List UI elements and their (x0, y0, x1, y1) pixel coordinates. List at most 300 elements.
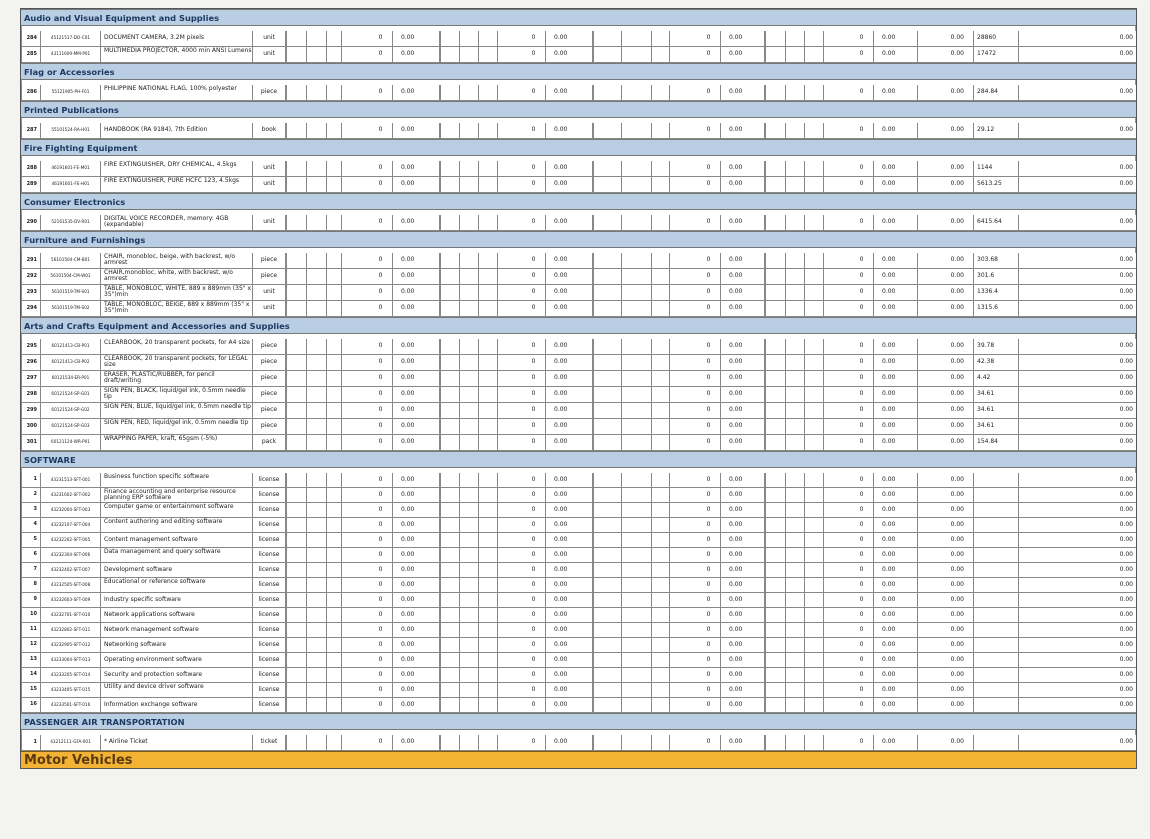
motor-vehicles-header: Motor Vehicles (21, 751, 1136, 768)
total-quantity: 0.00 (918, 371, 974, 386)
q2-quantity: 0 (522, 623, 546, 637)
q3-quantity: 0 (697, 563, 721, 577)
total-quantity: 0.00 (918, 488, 974, 502)
item-description: Networking software (101, 638, 253, 652)
empty-cell (440, 518, 441, 532)
q2-amount: 0.00 (546, 488, 593, 502)
empty-cell (459, 161, 460, 176)
empty-cell (804, 608, 805, 622)
unit-of-measure: license (253, 668, 286, 682)
empty-cell (823, 403, 824, 418)
item-code: 43231602-SFT-002 (41, 488, 101, 502)
item-description: DIGITAL VOICE RECORDER, memory: 4GB (expandable) (101, 215, 253, 230)
unit-of-measure: unit (253, 301, 286, 316)
q2-amount: 0.00 (546, 85, 593, 100)
q1-amount: 0.00 (393, 578, 440, 592)
empty-cell (785, 578, 786, 592)
total-quantity: 0.00 (918, 653, 974, 667)
empty-cell (326, 339, 327, 354)
empty-cell (823, 123, 824, 138)
empty-cell (341, 548, 342, 562)
empty-cell (497, 578, 498, 592)
item-number: 11 (21, 623, 41, 637)
empty-cell (785, 161, 786, 176)
item-number: 284 (21, 31, 41, 46)
empty-cell (651, 668, 652, 682)
q4-quantity: 0 (850, 593, 874, 607)
unit-price: 5613.25 (974, 177, 1019, 192)
empty-cell (621, 435, 622, 450)
category-header: Flag or Accessories (21, 63, 1136, 80)
empty-cell (765, 735, 766, 750)
table-row (21, 339, 1136, 355)
empty-cell (286, 161, 287, 176)
empty-cell (440, 563, 441, 577)
empty-cell (341, 371, 342, 386)
table-row (21, 161, 1136, 177)
empty-cell (326, 698, 327, 712)
empty-cell (286, 371, 287, 386)
empty-cell (651, 735, 652, 750)
empty-cell (651, 435, 652, 450)
q2-amount: 0.00 (546, 161, 593, 176)
total-amount: 0.00 (1119, 358, 1133, 366)
empty-cell (440, 435, 441, 450)
empty-cell (669, 698, 670, 712)
item-code: 60121534-ER-P01 (41, 371, 101, 386)
total-quantity: 0.00 (918, 301, 974, 316)
q2-quantity: 0 (522, 668, 546, 682)
total-quantity: 0.00 (918, 503, 974, 517)
total-quantity: 0.00 (918, 215, 974, 230)
q3-quantity: 0 (697, 419, 721, 434)
q3-amount: 0.00 (721, 488, 765, 502)
q1-quantity: 0 (369, 285, 393, 300)
empty-cell (804, 301, 805, 316)
unit-price: 29.12 (974, 123, 1019, 138)
total-quantity: 0.00 (918, 387, 974, 402)
q1-amount: 0.00 (393, 355, 440, 370)
table-row (21, 593, 1136, 608)
table-row (21, 355, 1136, 371)
empty-cell (823, 578, 824, 592)
q1-quantity: 0 (369, 47, 393, 62)
q1-amount: 0.00 (393, 473, 440, 487)
empty-cell (440, 285, 441, 300)
q2-quantity: 0 (522, 285, 546, 300)
q2-amount: 0.00 (546, 548, 593, 562)
empty-cell (459, 123, 460, 138)
item-code: 43232304-SFT-006 (41, 548, 101, 562)
total-amount: 0.00 (1119, 625, 1133, 633)
unit-price: 1336.4 (974, 285, 1019, 300)
empty-cell (341, 339, 342, 354)
empty-cell (765, 285, 766, 300)
total-quantity: 0.00 (918, 608, 974, 622)
q1-amount: 0.00 (393, 623, 440, 637)
empty-cell (785, 403, 786, 418)
unit-price: 34.61 (974, 419, 1019, 434)
empty-cell (651, 47, 652, 62)
empty-cell (286, 653, 287, 667)
q4-quantity: 0 (850, 638, 874, 652)
empty-cell (651, 301, 652, 316)
q1-quantity: 0 (369, 638, 393, 652)
q1-quantity: 0 (369, 608, 393, 622)
empty-cell (326, 518, 327, 532)
q1-amount: 0.00 (393, 668, 440, 682)
empty-cell (765, 533, 766, 547)
empty-cell (306, 473, 307, 487)
total-amount: 0.00 (1119, 670, 1133, 678)
q4-quantity: 0 (850, 698, 874, 712)
item-code: 45121517-DO-C01 (41, 31, 101, 46)
q3-amount: 0.00 (721, 285, 765, 300)
empty-cell (440, 608, 441, 622)
q4-amount: 0.00 (874, 473, 918, 487)
q3-amount: 0.00 (721, 638, 765, 652)
q4-quantity: 0 (850, 503, 874, 517)
empty-cell (306, 177, 307, 192)
empty-cell (478, 578, 479, 592)
total-quantity: 0.00 (918, 683, 974, 697)
empty-cell (440, 269, 441, 284)
empty-cell (478, 123, 479, 138)
total-amount: 0.00 (1119, 126, 1133, 134)
empty-cell (621, 608, 622, 622)
empty-cell (785, 668, 786, 682)
item-description: Utility and device driver software (101, 683, 253, 697)
q1-quantity: 0 (369, 683, 393, 697)
empty-cell (341, 488, 342, 502)
empty-cell (459, 533, 460, 547)
item-number: 291 (21, 253, 41, 268)
empty-cell (497, 653, 498, 667)
q1-quantity: 0 (369, 563, 393, 577)
q2-amount: 0.00 (546, 623, 593, 637)
empty-cell (440, 623, 441, 637)
empty-cell (823, 47, 824, 62)
empty-cell (651, 548, 652, 562)
empty-cell (621, 161, 622, 176)
q2-amount: 0.00 (546, 215, 593, 230)
unit-price: 28860 (974, 31, 1019, 46)
category-header: Consumer Electronics (21, 193, 1136, 210)
empty-cell (459, 698, 460, 712)
empty-cell (621, 339, 622, 354)
empty-cell (497, 638, 498, 652)
q4-quantity: 0 (850, 518, 874, 532)
total-amount: 0.00 (1119, 180, 1133, 188)
empty-cell (497, 123, 498, 138)
item-number: 1 (21, 473, 41, 487)
q1-quantity: 0 (369, 533, 393, 547)
empty-cell (765, 269, 766, 284)
empty-cell (478, 518, 479, 532)
q3-quantity: 0 (697, 177, 721, 192)
item-description: Industry specific software (101, 593, 253, 607)
empty-cell (478, 683, 479, 697)
empty-cell (326, 31, 327, 46)
empty-cell (593, 269, 594, 284)
empty-cell (326, 371, 327, 386)
item-description: Network applications software (101, 608, 253, 622)
q2-quantity: 0 (522, 371, 546, 386)
item-code: 56101519-TM-S02 (41, 301, 101, 316)
empty-cell (306, 85, 307, 100)
empty-cell (804, 285, 805, 300)
empty-cell (459, 85, 460, 100)
empty-cell (326, 123, 327, 138)
q2-quantity: 0 (522, 563, 546, 577)
empty-cell (669, 339, 670, 354)
item-description: Content authoring and editing software (101, 518, 253, 532)
empty-cell (341, 668, 342, 682)
empty-cell (593, 285, 594, 300)
q4-quantity: 0 (850, 578, 874, 592)
empty-cell (785, 371, 786, 386)
q4-amount: 0.00 (874, 285, 918, 300)
q2-quantity: 0 (522, 593, 546, 607)
empty-cell (497, 593, 498, 607)
q4-quantity: 0 (850, 488, 874, 502)
empty-cell (341, 578, 342, 592)
item-number: 288 (21, 161, 41, 176)
empty-cell (593, 608, 594, 622)
empty-cell (823, 608, 824, 622)
table-row (21, 473, 1136, 488)
table-row (21, 533, 1136, 548)
empty-cell (651, 123, 652, 138)
empty-cell (593, 301, 594, 316)
category-header: PASSENGER AIR TRANSPORTATION (21, 713, 1136, 730)
empty-cell (621, 285, 622, 300)
empty-cell (621, 518, 622, 532)
item-description: ERASER, PLASTIC/RUBBER, for pencil draft/writing (101, 371, 253, 386)
empty-cell (440, 403, 441, 418)
empty-cell (440, 301, 441, 316)
total-amount: 0.00 (1119, 304, 1133, 312)
empty-cell (669, 518, 670, 532)
unit-price (974, 518, 1019, 532)
item-code: 52161535-DV-R01 (41, 215, 101, 230)
empty-cell (478, 339, 479, 354)
item-code: 56101504-CM-B01 (41, 253, 101, 268)
unit-of-measure: unit (253, 177, 286, 192)
empty-cell (478, 548, 479, 562)
q2-amount: 0.00 (546, 435, 593, 450)
unit-price: 284.84 (974, 85, 1019, 100)
q3-quantity: 0 (697, 387, 721, 402)
empty-cell (669, 638, 670, 652)
total-amount: 0.00 (1119, 655, 1133, 663)
empty-cell (286, 518, 287, 532)
total-amount: 0.00 (1119, 374, 1133, 382)
empty-cell (669, 47, 670, 62)
empty-cell (286, 215, 287, 230)
q2-amount: 0.00 (546, 355, 593, 370)
q1-quantity: 0 (369, 85, 393, 100)
q2-amount: 0.00 (546, 301, 593, 316)
empty-cell (785, 608, 786, 622)
empty-cell (669, 123, 670, 138)
q4-amount: 0.00 (874, 548, 918, 562)
empty-cell (785, 215, 786, 230)
empty-cell (478, 593, 479, 607)
empty-cell (326, 473, 327, 487)
table-row (21, 47, 1136, 63)
empty-cell (785, 419, 786, 434)
empty-cell (341, 215, 342, 230)
empty-cell (341, 387, 342, 402)
empty-cell (785, 269, 786, 284)
empty-cell (804, 355, 805, 370)
item-code: 43232402-SFT-007 (41, 563, 101, 577)
empty-cell (286, 578, 287, 592)
q1-quantity: 0 (369, 593, 393, 607)
empty-cell (306, 285, 307, 300)
empty-cell (621, 698, 622, 712)
empty-cell (440, 177, 441, 192)
unit-price: 6415.64 (974, 215, 1019, 230)
empty-cell (765, 698, 766, 712)
table-row (21, 735, 1136, 751)
unit-of-measure: license (253, 548, 286, 562)
empty-cell (804, 473, 805, 487)
empty-cell (326, 488, 327, 502)
total-amount: 0.00 (1119, 685, 1133, 693)
unit-price (974, 563, 1019, 577)
table-row (21, 387, 1136, 403)
empty-cell (459, 548, 460, 562)
unit-price (974, 683, 1019, 697)
item-description: Security and protection software (101, 668, 253, 682)
unit-price: 39.78 (974, 339, 1019, 354)
empty-cell (651, 638, 652, 652)
empty-cell (669, 593, 670, 607)
empty-cell (478, 608, 479, 622)
empty-cell (669, 419, 670, 434)
empty-cell (478, 47, 479, 62)
unit-price (974, 488, 1019, 502)
unit-price: 34.61 (974, 403, 1019, 418)
q1-amount: 0.00 (393, 638, 440, 652)
empty-cell (823, 653, 824, 667)
empty-cell (341, 31, 342, 46)
q3-quantity: 0 (697, 698, 721, 712)
q2-amount: 0.00 (546, 668, 593, 682)
empty-cell (765, 593, 766, 607)
empty-cell (765, 123, 766, 138)
q4-quantity: 0 (850, 533, 874, 547)
item-number: 299 (21, 403, 41, 418)
q4-quantity: 0 (850, 85, 874, 100)
empty-cell (785, 177, 786, 192)
q2-quantity: 0 (522, 301, 546, 316)
q4-amount: 0.00 (874, 698, 918, 712)
table-row (21, 683, 1136, 698)
empty-cell (593, 435, 594, 450)
empty-cell (326, 47, 327, 62)
q1-quantity: 0 (369, 488, 393, 502)
q4-amount: 0.00 (874, 269, 918, 284)
unit-of-measure: unit (253, 285, 286, 300)
empty-cell (306, 269, 307, 284)
empty-cell (341, 123, 342, 138)
empty-cell (823, 31, 824, 46)
empty-cell (459, 578, 460, 592)
empty-cell (823, 215, 824, 230)
q4-amount: 0.00 (874, 123, 918, 138)
empty-cell (497, 285, 498, 300)
item-code: 43233004-SFT-013 (41, 653, 101, 667)
table-row (21, 698, 1136, 713)
empty-cell (341, 518, 342, 532)
q4-quantity: 0 (850, 285, 874, 300)
empty-cell (765, 683, 766, 697)
unit-of-measure: pack (253, 435, 286, 450)
item-description: Information exchange software (101, 698, 253, 712)
empty-cell (651, 518, 652, 532)
q4-amount: 0.00 (874, 653, 918, 667)
q3-quantity: 0 (697, 668, 721, 682)
empty-cell (440, 638, 441, 652)
empty-cell (306, 608, 307, 622)
empty-cell (459, 215, 460, 230)
empty-cell (765, 623, 766, 637)
q3-quantity: 0 (697, 548, 721, 562)
empty-cell (593, 371, 594, 386)
q1-quantity: 0 (369, 387, 393, 402)
q4-quantity: 0 (850, 31, 874, 46)
q3-amount: 0.00 (721, 533, 765, 547)
q1-quantity: 0 (369, 698, 393, 712)
empty-cell (785, 339, 786, 354)
empty-cell (440, 215, 441, 230)
item-description: CLEARBOOK, 20 transparent pockets, for LEGAL size (101, 355, 253, 370)
unit-price: 154.84 (974, 435, 1019, 450)
table-row (21, 123, 1136, 139)
q4-amount: 0.00 (874, 488, 918, 502)
empty-cell (497, 339, 498, 354)
item-number: 296 (21, 355, 41, 370)
empty-cell (765, 668, 766, 682)
q3-quantity: 0 (697, 85, 721, 100)
empty-cell (785, 593, 786, 607)
q3-amount: 0.00 (721, 161, 765, 176)
unit-price: 4.42 (974, 371, 1019, 386)
total-quantity: 0.00 (918, 419, 974, 434)
empty-cell (621, 123, 622, 138)
empty-cell (440, 355, 441, 370)
q4-amount: 0.00 (874, 215, 918, 230)
empty-cell (326, 161, 327, 176)
unit-price: 303.68 (974, 253, 1019, 268)
empty-cell (459, 47, 460, 62)
q3-amount: 0.00 (721, 683, 765, 697)
item-code: 55101524-RA-H01 (41, 123, 101, 138)
q4-quantity: 0 (850, 177, 874, 192)
item-code: 46191601-FE-H01 (41, 177, 101, 192)
empty-cell (326, 253, 327, 268)
empty-cell (651, 85, 652, 100)
empty-cell (651, 285, 652, 300)
empty-cell (440, 31, 441, 46)
q2-amount: 0.00 (546, 683, 593, 697)
empty-cell (651, 653, 652, 667)
q3-amount: 0.00 (721, 339, 765, 354)
q4-quantity: 0 (850, 668, 874, 682)
